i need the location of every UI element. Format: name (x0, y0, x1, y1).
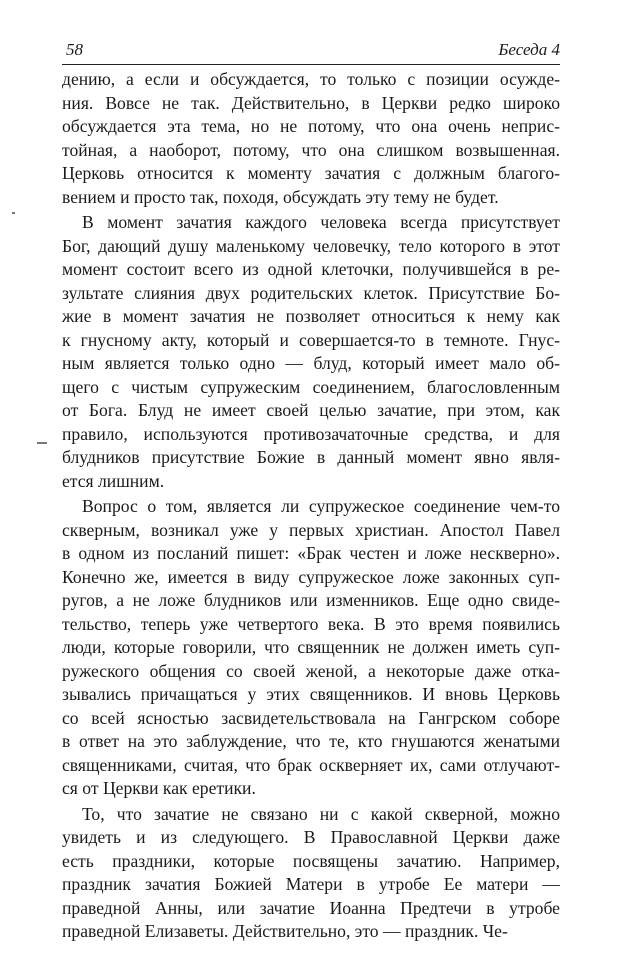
text-line: То, что зачатие не связано ни с какой скверной, можно (82, 803, 560, 824)
margin-mark (12, 212, 15, 214)
text-line: ругов, а не ложе блудников или изменников. Еще одно свиде- (62, 590, 560, 610)
text-line: со всей ясностью засвидетельствовала на Гангрском соборе (62, 707, 560, 728)
text-line: вением и просто так, походя, обсуждать эту тему не будет. (62, 186, 499, 207)
text-line: Церковь относится к моменту зачатия с должным благого- (62, 163, 560, 183)
text-line: ным является только одно — блуд, который имеет мало об- (62, 353, 560, 373)
running-header (62, 36, 560, 65)
text-line: ется лишним. (62, 470, 165, 491)
text-line: праздник зачатия Божией Матери в утробе Ее матери — (62, 874, 560, 894)
paragraph (62, 803, 560, 944)
paragraph (62, 495, 560, 801)
text-line: есть праздники, которые посвящены зачатию. Например, (62, 850, 560, 871)
text-line: священниками, считая, что брак оскверняет их, сами отлучают- (62, 754, 560, 775)
paragraph (62, 68, 560, 209)
text-line: щего с чистым супружеским соединением, благословленным (62, 376, 560, 397)
body-text (62, 68, 560, 944)
text-line: ружеского общения со своей женой, а некоторые даже отка- (62, 660, 560, 681)
text-line: ся от Церкви как еретики. (62, 778, 256, 798)
text-line: увидеть и из следующего. В Православной Церкви даже (62, 827, 560, 847)
text-line: тойная, а наоборот, потому, что она слишком возвышенная. (62, 139, 560, 160)
text-line: Вопрос о том, является ли супружеское соединение чем-то (82, 496, 560, 516)
text-line: от Бога. Блуд не имеет своей целью зачатие, при этом, как (62, 400, 560, 420)
text-line: дению, а если и обсуждается, то только с позиции осужде- (62, 69, 560, 89)
page-number: 58 (66, 40, 83, 59)
text-line: ния. Вовсе не так. Действительно, в Церкви редко широко (62, 92, 560, 113)
text-line: блудников присутствие Божие в данный момент явно явля- (62, 447, 560, 467)
text-line: зывались причащаться у этих священников. И вновь Церковь (62, 684, 560, 704)
text-line: тельство, теперь уже четвертого века. В это время появились (62, 613, 560, 634)
text-line: люди, которые говорили, что священник не должен иметь суп- (62, 637, 560, 657)
text-line: зультате слияния двух родительских клеток. Присутствие Бо- (62, 282, 560, 303)
text-line: жие в момент зачатия не позволяет относиться к нему как (62, 306, 560, 326)
text-line: Конечно же, имеется в виду супружеское ложе законных суп- (62, 566, 560, 587)
text-line: В момент зачатия каждого человека всегда присутствует (82, 212, 560, 232)
text-line: обсуждается эта тема, но не потому, что она очень неприс- (62, 116, 560, 136)
text-line: в ответ на это заблуждение, что те, кто гнушаются женатыми (62, 731, 560, 751)
text-line: праведной Елизаветы. Действительно, это — праздник. Че- (62, 921, 508, 941)
text-line: в одном из посланий пишет: «Брак честен и ложе нескверно». (62, 543, 560, 563)
text-line: к гнусному акту, который и совершается-то в темноте. Гнус- (62, 329, 560, 350)
paragraph (62, 211, 560, 493)
running-title: Беседа 4 (498, 40, 560, 59)
text-line: момент состоит всего из одной клеточки, получившейся в ре- (62, 259, 560, 279)
text-line: скверным, возникал уже у первых христиан. Апостол Павел (62, 519, 560, 540)
text-line: правило, используются противозачаточные средства, и для (62, 423, 560, 444)
text-line: Бог, дающий душу маленькому человечку, тело которого в этот (62, 235, 560, 256)
margin-mark (37, 442, 47, 444)
text-line: праведной Анны, или зачатие Иоанна Предтечи в утробе (62, 897, 560, 918)
